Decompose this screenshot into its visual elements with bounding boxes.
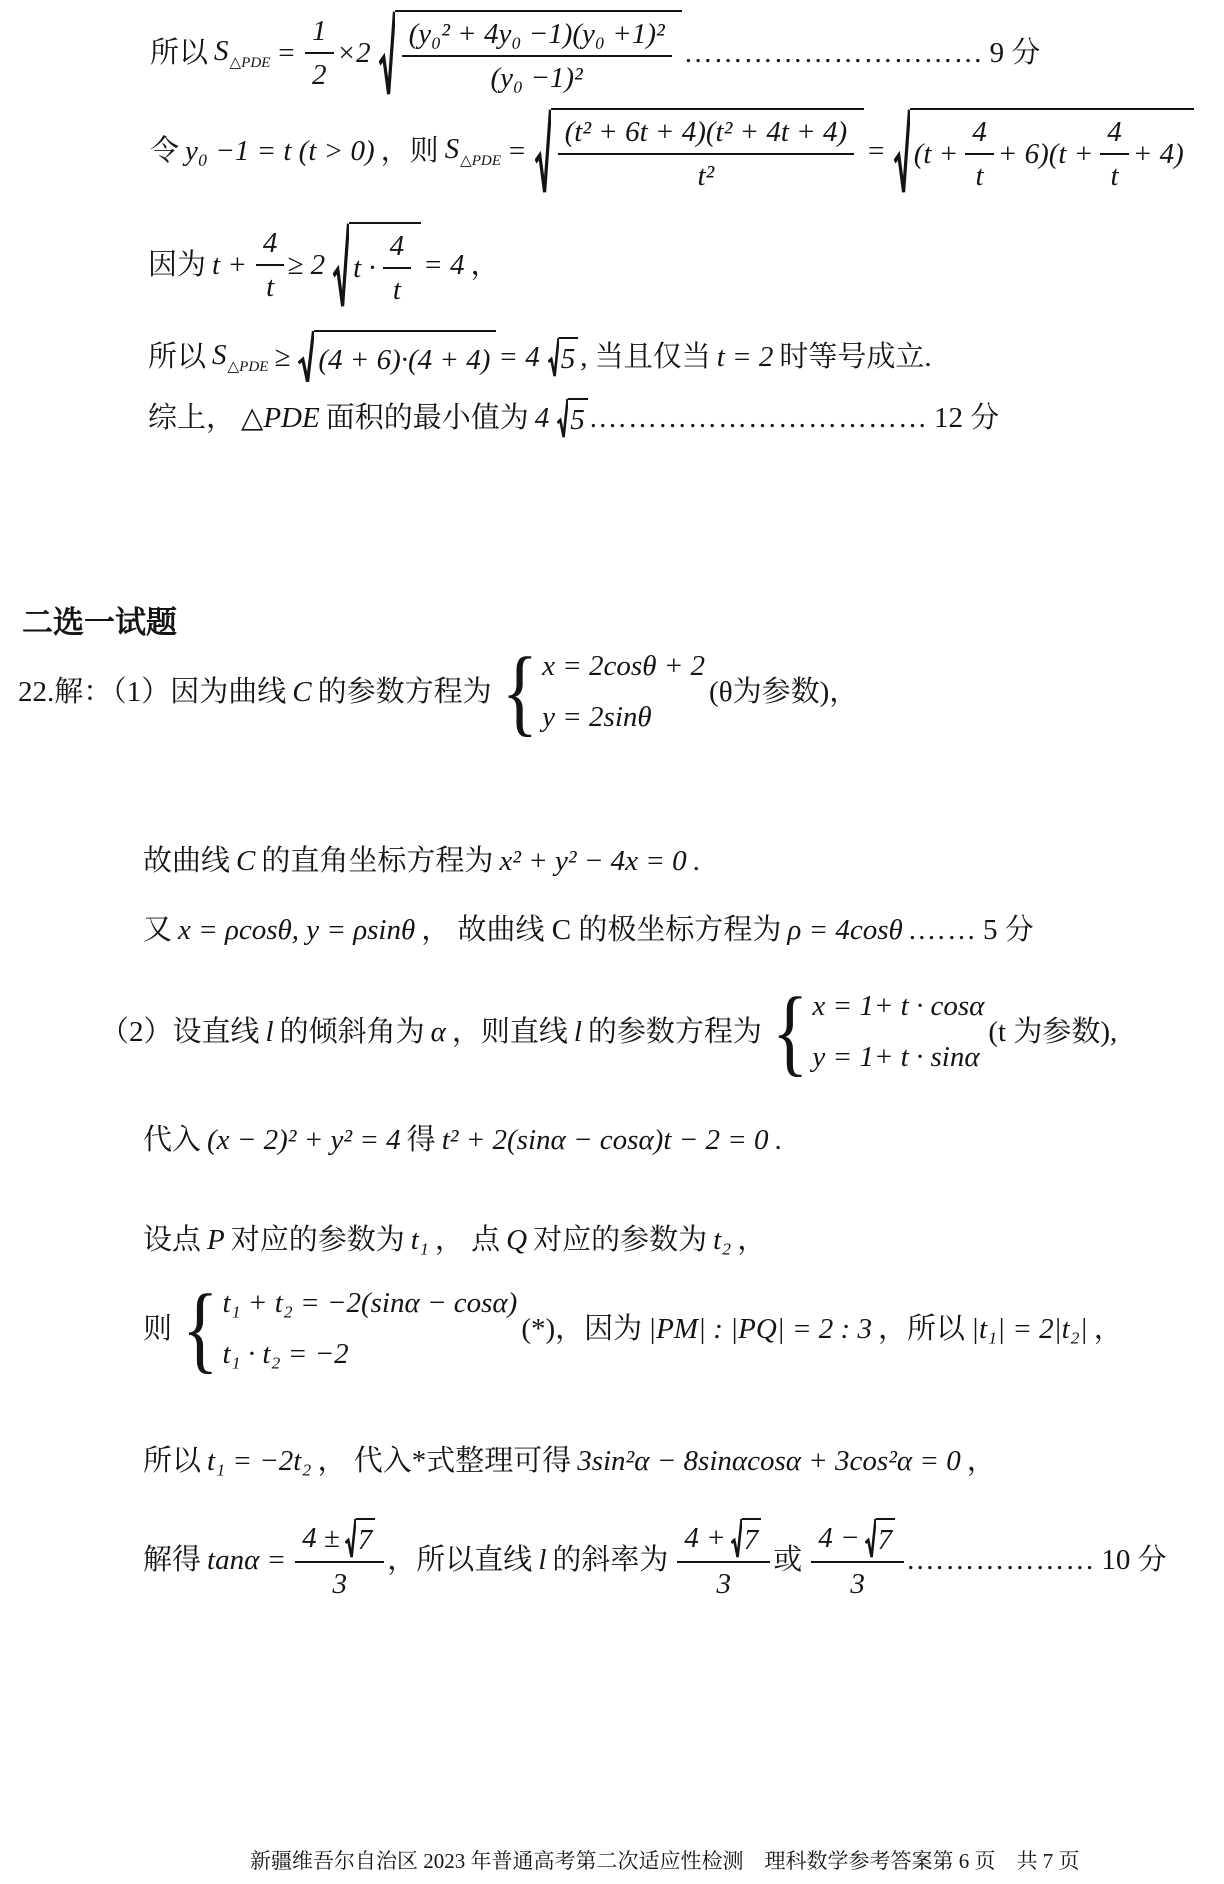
cn-text: ， 点 <box>434 1224 501 1256</box>
cn-text: ， <box>1093 1312 1123 1345</box>
math-token: (t + <box>913 138 959 171</box>
math-token: ≥ 2 <box>287 249 326 282</box>
cn-text: , 当且仅当 <box>580 340 711 373</box>
sqrt-body <box>551 108 865 195</box>
fraction <box>1100 114 1129 195</box>
radical-icon <box>865 1518 876 1558</box>
math-token: 3sin²α − 8sinαcosα + 3cos²α = 0 <box>577 1445 961 1477</box>
dot-leader: .……………… <box>907 1544 1096 1577</box>
fraction-numerator: 4 <box>965 114 994 155</box>
fraction-numerator: 1 <box>305 13 334 54</box>
fraction <box>305 13 334 94</box>
math-token: P <box>207 1224 225 1256</box>
math-token: + 4) <box>1132 138 1184 171</box>
cases-rows <box>542 648 705 736</box>
rect-equation-line <box>143 843 706 879</box>
sqrt-body <box>349 222 421 309</box>
page-footer: 新疆维吾尔自治区 2023 年普通高考第二次适应性检测 理科数学参考答案第 6 页 共 7 页 <box>250 1849 1080 1873</box>
radical-icon <box>333 222 349 309</box>
fraction <box>811 1518 904 1603</box>
cn-text: 因为 <box>148 249 207 282</box>
sqrt-expression <box>298 330 496 383</box>
sqrt-expression <box>731 1518 762 1558</box>
math-symbol: S <box>444 133 460 166</box>
sqrt-body <box>395 10 682 97</box>
polar-equation-line <box>143 912 1040 948</box>
fraction-numerator: 4 <box>256 225 285 266</box>
fraction-numerator: 4 <box>383 228 412 269</box>
sqrt-body: 5 <box>568 398 588 438</box>
cn-text: 或 <box>773 1544 803 1577</box>
math-token: + 6)(t + <box>997 138 1094 171</box>
case-row: y = 2sinθ <box>542 701 652 734</box>
radical-icon <box>894 108 910 195</box>
sqrt-expression <box>894 108 1194 195</box>
score-mark: 10 分 <box>1101 1544 1167 1577</box>
cn-text: ， <box>470 249 500 282</box>
math-token <box>445 131 501 171</box>
math-token: tanα = <box>207 1544 287 1577</box>
cn-text: 综上， <box>148 402 236 434</box>
case-row: t₁ · t₂ = −2 <box>222 1338 349 1371</box>
fraction-denominator: t <box>1110 160 1119 193</box>
cases-system <box>182 1274 518 1383</box>
cn-text: 对应的参数为 <box>230 1224 405 1256</box>
math-token: 4 − <box>818 1522 860 1554</box>
score-mark: 5 分 <box>982 914 1034 946</box>
math-symbol: S <box>212 338 227 371</box>
cn-text: 令 <box>150 135 180 168</box>
radical-icon <box>298 330 314 383</box>
cn-text: ， 代入*式整理可得 <box>317 1445 572 1477</box>
cn-text: 的参数方程为 <box>587 1015 762 1048</box>
math-token: t + <box>212 249 247 282</box>
vieta-system-line <box>143 1274 1129 1383</box>
cn-text: 故曲线 <box>143 845 231 877</box>
equals-sign: = <box>276 37 296 70</box>
math-token: C <box>292 675 312 708</box>
cn-text: 所以 <box>150 37 209 70</box>
math-token: |PM| : |PQ| = 2 : 3 <box>648 1312 872 1345</box>
cn-text: 的斜率为 <box>552 1544 669 1577</box>
math-token: C <box>236 845 256 877</box>
sqrt-expression <box>548 337 579 377</box>
math-token: t = 2 <box>716 340 774 373</box>
sqrt-expression <box>379 10 682 97</box>
pq-parameters-line <box>143 1222 772 1258</box>
cn-text: (*)，因为 <box>521 1312 643 1345</box>
radical-icon <box>548 337 559 377</box>
score-mark: 9 分 <box>989 37 1041 70</box>
cn-text: 对应的参数为 <box>533 1224 708 1256</box>
trig-equation-line <box>143 1443 1002 1479</box>
formula-line-conclusion <box>148 398 1005 438</box>
sqrt-body <box>910 108 1194 195</box>
subscript: △PDE <box>460 153 502 170</box>
left-brace: { <box>182 1274 219 1383</box>
math-token: l <box>538 1544 547 1577</box>
cn-text: ， 故曲线 C 的极坐标方程为 <box>421 914 782 946</box>
cn-text: 代入 <box>143 1124 202 1156</box>
subscript: △PDE <box>229 55 271 72</box>
cn-text: 22.解：（1）因为曲线 <box>18 675 287 708</box>
fraction <box>383 228 412 309</box>
fraction-denominator: 3 <box>716 1568 732 1601</box>
cn-text: 设点 <box>143 1224 202 1256</box>
math-token: t₁ <box>410 1224 429 1256</box>
math-token: 4 ± <box>302 1522 340 1554</box>
fraction-numerator: (y₀² + 4y₀ −1)(y₀ +1)² <box>402 16 672 57</box>
cn-text: ， <box>737 1224 767 1256</box>
substitution-line <box>143 1122 788 1158</box>
left-brace: { <box>771 977 809 1086</box>
cn-text: 又 <box>143 914 173 946</box>
section-header: 二选一试题 <box>22 605 177 640</box>
case-row: t₁ + t₂ = −2(sinα − cosα) <box>222 1287 518 1319</box>
cn-text: 得 <box>406 1124 436 1156</box>
sqrt-expression <box>535 108 865 195</box>
radical-icon <box>535 108 551 195</box>
sqrt-body: (4 + 6)·(4 + 4) <box>314 330 496 383</box>
fraction-numerator: (t² + 6t + 4)(t² + 4t + 4) <box>558 114 855 155</box>
math-token: (x − 2)² + y² = 4 <box>207 1124 401 1156</box>
math-token: 4 + <box>684 1522 726 1554</box>
math-token: t₂ <box>713 1224 732 1256</box>
cn-text: 的倾斜角为 <box>279 1015 425 1048</box>
cn-text: 时等号成立. <box>779 340 932 373</box>
fraction-denominator: 3 <box>332 1568 347 1601</box>
formula-line-amgm <box>148 222 505 309</box>
formula-line-spde-area <box>150 10 1046 97</box>
sqrt-expression <box>333 222 421 309</box>
math-token: ρ = 4cosθ <box>787 914 903 946</box>
sqrt-body: 7 <box>742 1518 762 1558</box>
fraction <box>256 225 285 306</box>
math-token: △PDE <box>241 402 320 434</box>
cn-text: 的参数方程为 <box>317 675 492 708</box>
cn-text: (t 为参数), <box>988 1015 1118 1048</box>
fraction-denominator: t² <box>697 160 715 193</box>
math-token: α <box>430 1015 446 1048</box>
sqrt-body: 7 <box>876 1518 896 1558</box>
problem-22-part1-line <box>18 637 864 746</box>
cn-text: 所以 <box>148 340 207 373</box>
math-token: x² + y² − 4x = 0 <box>499 845 687 877</box>
fraction-numerator <box>677 1518 770 1563</box>
math-token: 4 <box>534 402 550 434</box>
math-token: t² + 2(sinα − cosα)t − 2 = 0 <box>441 1124 769 1156</box>
cases-system <box>771 977 985 1086</box>
formula-line-substitution <box>150 108 1196 195</box>
cn-text: 所以 <box>143 1445 202 1477</box>
sqrt-expression <box>557 398 588 438</box>
math-token: y₀ −1 = t (t > 0) <box>185 135 375 168</box>
cn-text: ，所以 <box>877 1312 965 1345</box>
radical-icon <box>557 398 568 438</box>
fraction-denominator: (y₀ −1)² <box>490 62 583 95</box>
cn-text: 解得 <box>143 1544 202 1577</box>
math-token: t₁ = −2t₂ <box>207 1445 312 1477</box>
formula-line-min-bound <box>148 330 938 383</box>
fraction <box>965 114 994 195</box>
cases-system <box>501 637 706 746</box>
math-token: = 4 <box>498 340 540 373</box>
math-token: l <box>573 1015 582 1048</box>
cn-text: (θ为参数)， <box>709 675 859 708</box>
fraction-numerator <box>811 1518 904 1563</box>
case-row: y = 1+ t · sinα <box>812 1041 980 1074</box>
math-token <box>212 337 268 377</box>
math-token: = 4 <box>423 249 465 282</box>
cn-text: 则 <box>143 1312 173 1345</box>
equals-sign: = <box>866 135 886 168</box>
fraction <box>558 114 855 195</box>
math-token: Q <box>506 1224 528 1256</box>
math-token: |t₁| = 2|t₂| <box>970 1312 1088 1345</box>
subscript: △PDE <box>227 358 269 375</box>
problem-22-part2-line <box>100 977 1123 1086</box>
sqrt-body: 5 <box>559 337 579 377</box>
cn-text: ，则 <box>380 135 439 168</box>
math-token: l <box>265 1015 274 1048</box>
radical-icon <box>731 1518 742 1558</box>
cn-text: （2）设直线 <box>100 1015 260 1048</box>
score-mark: 12 分 <box>933 402 1000 434</box>
cn-text: 面积的最小值为 <box>325 402 529 434</box>
sqrt-expression <box>865 1518 896 1558</box>
dot-leader: .…………………………… <box>589 402 928 434</box>
cases-rows <box>223 1285 518 1373</box>
fraction-numerator: 4 <box>1100 114 1129 155</box>
math-token <box>214 33 270 73</box>
cn-text: ，则直线 <box>451 1015 568 1048</box>
cn-text: ， <box>966 1445 996 1477</box>
radical-icon <box>379 10 395 97</box>
dot-leader: .…… <box>908 914 977 946</box>
cn-text: ，所以直线 <box>387 1544 533 1577</box>
fraction-denominator: 3 <box>850 1568 865 1601</box>
fraction-denominator: t <box>392 274 401 307</box>
cn-text: . <box>774 1124 782 1156</box>
cn-text: 的直角坐标方程为 <box>261 845 494 877</box>
math-token: ×2 <box>336 37 371 70</box>
radical-icon <box>345 1518 356 1558</box>
fraction <box>295 1518 384 1603</box>
case-row: x = 1+ t · cosα <box>812 990 985 1022</box>
math-token: ≥ <box>274 340 291 373</box>
fraction <box>677 1518 770 1603</box>
fraction-denominator: t <box>266 271 275 304</box>
slope-result-line <box>143 1518 1173 1603</box>
fraction <box>402 16 672 97</box>
equals-sign: = <box>507 135 527 168</box>
fraction-denominator: 2 <box>312 59 327 92</box>
dot-leader: ………………………… <box>683 37 984 70</box>
fraction-denominator: t <box>975 160 984 193</box>
fraction-numerator <box>295 1518 384 1563</box>
math-token: t · <box>353 252 376 285</box>
math-token: x = ρcosθ, y = ρsinθ <box>178 914 416 946</box>
case-row: x = 2cosθ + 2 <box>542 650 706 682</box>
left-brace: { <box>501 637 539 746</box>
sqrt-expression <box>345 1518 376 1558</box>
cn-text: . <box>692 845 700 877</box>
cases-rows <box>812 988 984 1076</box>
math-symbol: S <box>214 35 229 68</box>
sqrt-body: 7 <box>356 1518 376 1558</box>
